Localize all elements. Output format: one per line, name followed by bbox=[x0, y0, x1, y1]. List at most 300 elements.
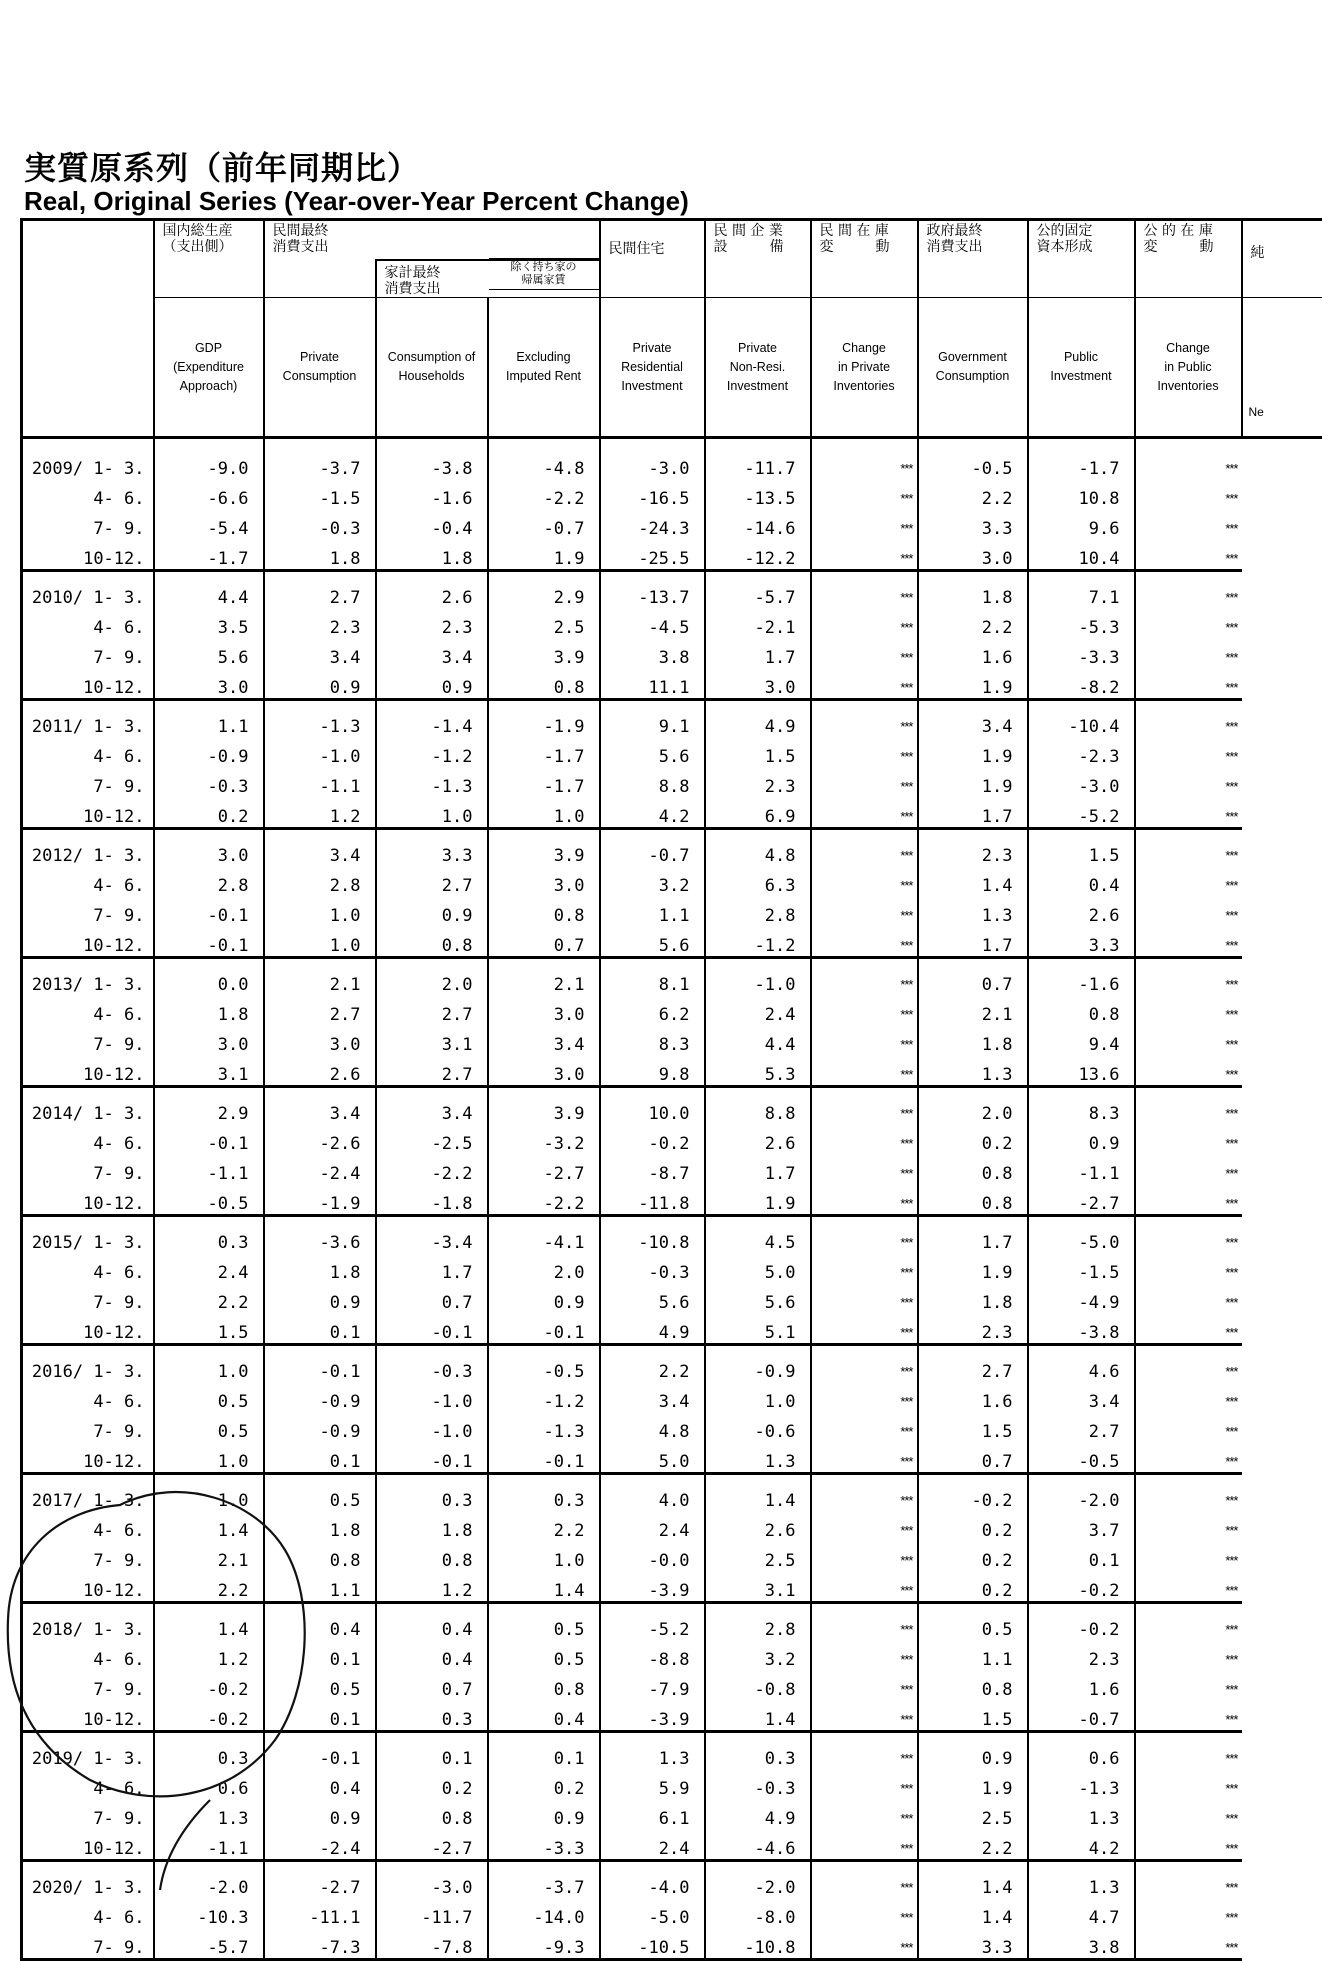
period-cell: 7- 9. bbox=[22, 1670, 154, 1700]
value-cell: -0.2 bbox=[154, 1670, 264, 1700]
value-cell: 1.8 bbox=[264, 539, 376, 571]
value-cell: *** bbox=[1135, 896, 1242, 926]
period-cell: 10-12. bbox=[22, 1571, 154, 1603]
value-cell: 4.9 bbox=[705, 700, 811, 738]
value-cell: *** bbox=[1135, 1571, 1242, 1603]
value-cell: *** bbox=[811, 1124, 918, 1154]
value-cell: -0.3 bbox=[600, 1253, 705, 1283]
value-cell: *** bbox=[811, 509, 918, 539]
value-cell: -0.7 bbox=[600, 829, 705, 867]
value-cell: -0.2 bbox=[1028, 1571, 1135, 1603]
value-cell: *** bbox=[1135, 479, 1242, 509]
value-cell: 0.8 bbox=[488, 1670, 600, 1700]
value-cell: 6.9 bbox=[705, 797, 811, 829]
period-cell: 4- 6. bbox=[22, 479, 154, 509]
table-row bbox=[22, 1732, 1322, 1770]
value-cell: 4.9 bbox=[705, 1799, 811, 1829]
table-row bbox=[22, 866, 1322, 896]
value-cell: 3.1 bbox=[705, 1571, 811, 1603]
value-cell: 1.9 bbox=[918, 767, 1028, 797]
header-en-households: Consumption of Households bbox=[376, 298, 488, 438]
value-cell: 0.2 bbox=[154, 797, 264, 829]
value-cell: 8.3 bbox=[1028, 1087, 1135, 1125]
value-cell: 0.9 bbox=[264, 1283, 376, 1313]
header-ja-net-exports: 純 bbox=[1242, 220, 1322, 298]
value-cell: 0.4 bbox=[376, 1640, 488, 1670]
value-cell: 2.3 bbox=[918, 1313, 1028, 1345]
table-row bbox=[22, 797, 1322, 829]
value-cell: -1.4 bbox=[376, 700, 488, 738]
value-cell: -1.0 bbox=[376, 1412, 488, 1442]
value-cell: 4.0 bbox=[600, 1474, 705, 1512]
period-cell: 7- 9. bbox=[22, 1154, 154, 1184]
value-cell: *** bbox=[811, 1799, 918, 1829]
value-cell: *** bbox=[1135, 1640, 1242, 1670]
period-cell: 4- 6. bbox=[22, 1898, 154, 1928]
value-cell: 3.5 bbox=[154, 608, 264, 638]
value-cell: 4.4 bbox=[154, 571, 264, 609]
period-cell: 10-12. bbox=[22, 1700, 154, 1732]
value-cell: 0.4 bbox=[264, 1769, 376, 1799]
value-cell: 2.9 bbox=[154, 1087, 264, 1125]
period-cell: 7- 9. bbox=[22, 1025, 154, 1055]
value-cell: *** bbox=[811, 926, 918, 958]
value-cell: *** bbox=[1135, 668, 1242, 700]
value-cell: 3.3 bbox=[1028, 926, 1135, 958]
value-cell: -3.7 bbox=[488, 1861, 600, 1899]
value-cell: -2.5 bbox=[376, 1124, 488, 1154]
value-cell: 4.2 bbox=[1028, 1829, 1135, 1861]
value-cell: -4.8 bbox=[488, 438, 600, 480]
value-cell: 1.7 bbox=[918, 797, 1028, 829]
value-cell: -16.5 bbox=[600, 479, 705, 509]
value-cell: 0.3 bbox=[488, 1474, 600, 1512]
period-cell: 2020/ 1- 3. bbox=[22, 1861, 154, 1899]
table-row bbox=[22, 1154, 1322, 1184]
value-cell: *** bbox=[811, 438, 918, 480]
value-cell: -5.7 bbox=[154, 1928, 264, 1960]
value-cell: -2.6 bbox=[264, 1124, 376, 1154]
value-cell: 1.5 bbox=[1028, 829, 1135, 867]
value-cell: 2.2 bbox=[600, 1345, 705, 1383]
value-cell: -1.3 bbox=[264, 700, 376, 738]
header-en-public-inventories: Change in Public Inventories bbox=[1135, 298, 1242, 438]
value-cell: 0.7 bbox=[918, 1442, 1028, 1474]
value-cell: *** bbox=[1135, 571, 1242, 609]
value-cell: 0.3 bbox=[705, 1732, 811, 1770]
value-cell: 3.0 bbox=[154, 1025, 264, 1055]
period-cell: 10-12. bbox=[22, 1829, 154, 1861]
header-ja-public-investment: 公的固定 資本形成 bbox=[1028, 220, 1135, 298]
value-cell: 0.2 bbox=[376, 1769, 488, 1799]
value-cell: -4.9 bbox=[1028, 1283, 1135, 1313]
value-cell: 1.2 bbox=[376, 1571, 488, 1603]
value-cell: 2.1 bbox=[154, 1541, 264, 1571]
value-cell: *** bbox=[811, 737, 918, 767]
value-cell: 3.0 bbox=[264, 1025, 376, 1055]
value-cell: *** bbox=[811, 1861, 918, 1899]
value-cell: -3.3 bbox=[1028, 638, 1135, 668]
header-ja-private-consumption: 民間最終 消費支出 bbox=[264, 220, 376, 298]
value-cell: 1.8 bbox=[154, 995, 264, 1025]
value-cell: 3.8 bbox=[600, 638, 705, 668]
value-cell: *** bbox=[811, 896, 918, 926]
value-cell: -1.3 bbox=[1028, 1769, 1135, 1799]
value-cell: -5.7 bbox=[705, 571, 811, 609]
value-cell: -7.8 bbox=[376, 1928, 488, 1960]
header-ja-households: 家計最終 消費支出 bbox=[376, 260, 600, 298]
value-cell: -5.0 bbox=[600, 1898, 705, 1928]
value-cell: -1.1 bbox=[154, 1154, 264, 1184]
value-cell: 1.1 bbox=[264, 1571, 376, 1603]
value-cell: -0.5 bbox=[918, 438, 1028, 480]
value-cell: -2.3 bbox=[1028, 737, 1135, 767]
value-cell: 1.7 bbox=[705, 1154, 811, 1184]
value-cell: 2.0 bbox=[918, 1087, 1028, 1125]
value-cell: 5.9 bbox=[600, 1769, 705, 1799]
value-cell: 0.1 bbox=[264, 1313, 376, 1345]
value-cell: -11.1 bbox=[264, 1898, 376, 1928]
value-cell: 3.0 bbox=[488, 866, 600, 896]
value-cell: *** bbox=[811, 1829, 918, 1861]
value-cell: *** bbox=[1135, 767, 1242, 797]
table-row bbox=[22, 1769, 1322, 1799]
value-cell: 1.5 bbox=[918, 1700, 1028, 1732]
value-cell: *** bbox=[811, 1670, 918, 1700]
value-cell: 3.1 bbox=[376, 1025, 488, 1055]
period-cell: 4- 6. bbox=[22, 995, 154, 1025]
value-cell: -0.8 bbox=[705, 1670, 811, 1700]
value-cell: 1.1 bbox=[154, 700, 264, 738]
header-en-private-consumption: Private Consumption bbox=[264, 298, 376, 438]
value-cell: 1.5 bbox=[918, 1412, 1028, 1442]
value-cell: 1.2 bbox=[264, 797, 376, 829]
value-cell: *** bbox=[811, 829, 918, 867]
value-cell: *** bbox=[1135, 1861, 1242, 1899]
value-cell: *** bbox=[811, 1541, 918, 1571]
value-cell: -0.2 bbox=[600, 1124, 705, 1154]
period-cell: 7- 9. bbox=[22, 1541, 154, 1571]
value-cell: 2.7 bbox=[376, 995, 488, 1025]
table-row bbox=[22, 1928, 1322, 1960]
value-cell: 0.2 bbox=[488, 1769, 600, 1799]
value-cell: 3.3 bbox=[918, 509, 1028, 539]
value-cell: 10.0 bbox=[600, 1087, 705, 1125]
value-cell: 1.0 bbox=[488, 797, 600, 829]
value-cell: *** bbox=[1135, 1345, 1242, 1383]
value-cell: -1.8 bbox=[376, 1184, 488, 1216]
table-row bbox=[22, 1025, 1322, 1055]
table-row bbox=[22, 1640, 1322, 1670]
value-cell: *** bbox=[1135, 1474, 1242, 1512]
period-cell: 2015/ 1- 3. bbox=[22, 1216, 154, 1254]
value-cell: 0.5 bbox=[264, 1474, 376, 1512]
value-cell: -14.6 bbox=[705, 509, 811, 539]
value-cell: 4.4 bbox=[705, 1025, 811, 1055]
value-cell: 3.0 bbox=[918, 539, 1028, 571]
value-cell: 6.3 bbox=[705, 866, 811, 896]
value-cell: *** bbox=[1135, 1700, 1242, 1732]
table-row bbox=[22, 1382, 1322, 1412]
value-cell: -1.3 bbox=[376, 767, 488, 797]
value-cell: 0.8 bbox=[488, 668, 600, 700]
value-cell: 4.5 bbox=[705, 1216, 811, 1254]
value-cell: 1.4 bbox=[488, 1571, 600, 1603]
period-cell: 2019/ 1- 3. bbox=[22, 1732, 154, 1770]
value-cell: *** bbox=[811, 700, 918, 738]
period-cell: 4- 6. bbox=[22, 1769, 154, 1799]
value-cell: 3.3 bbox=[918, 1928, 1028, 1960]
value-cell: 1.4 bbox=[705, 1474, 811, 1512]
value-cell: *** bbox=[1135, 539, 1242, 571]
value-cell: 2.3 bbox=[705, 767, 811, 797]
period-cell: 4- 6. bbox=[22, 1253, 154, 1283]
table-row bbox=[22, 608, 1322, 638]
value-cell: -11.7 bbox=[376, 1898, 488, 1928]
value-cell: 1.8 bbox=[918, 1025, 1028, 1055]
value-cell: 0.1 bbox=[264, 1640, 376, 1670]
value-cell: -1.3 bbox=[488, 1412, 600, 1442]
period-cell: 2014/ 1- 3. bbox=[22, 1087, 154, 1125]
table-row bbox=[22, 767, 1322, 797]
value-cell: 1.0 bbox=[154, 1345, 264, 1383]
table-row bbox=[22, 1571, 1322, 1603]
value-cell: 3.0 bbox=[154, 829, 264, 867]
header-en-gdp: GDP (Expenditure Approach) bbox=[154, 298, 264, 438]
value-cell: 8.8 bbox=[705, 1087, 811, 1125]
value-cell: -0.1 bbox=[264, 1345, 376, 1383]
table-row bbox=[22, 1799, 1322, 1829]
value-cell: -3.8 bbox=[1028, 1313, 1135, 1345]
value-cell: -7.3 bbox=[264, 1928, 376, 1960]
value-cell: 3.4 bbox=[488, 1025, 600, 1055]
value-cell: *** bbox=[1135, 1511, 1242, 1541]
value-cell: -3.8 bbox=[376, 438, 488, 480]
value-cell: 1.0 bbox=[705, 1382, 811, 1412]
table-row bbox=[22, 509, 1322, 539]
value-cell: 0.5 bbox=[154, 1412, 264, 1442]
value-cell: 2.5 bbox=[705, 1541, 811, 1571]
value-cell: -10.3 bbox=[154, 1898, 264, 1928]
period-cell: 7- 9. bbox=[22, 1928, 154, 1960]
value-cell: *** bbox=[1135, 1313, 1242, 1345]
value-cell: 2.4 bbox=[705, 995, 811, 1025]
value-cell: -1.9 bbox=[264, 1184, 376, 1216]
value-cell: -10.5 bbox=[600, 1928, 705, 1960]
value-cell: -2.4 bbox=[264, 1829, 376, 1861]
value-cell: -1.1 bbox=[264, 767, 376, 797]
table-row bbox=[22, 1474, 1322, 1512]
value-cell: 1.8 bbox=[264, 1511, 376, 1541]
value-cell: *** bbox=[1135, 509, 1242, 539]
value-cell: *** bbox=[1135, 1769, 1242, 1799]
value-cell: 1.7 bbox=[705, 638, 811, 668]
header-en-private-residential: Private Residential Investment bbox=[600, 298, 705, 438]
value-cell: 0.4 bbox=[264, 1603, 376, 1641]
value-cell: 13.6 bbox=[1028, 1055, 1135, 1087]
value-cell: 1.6 bbox=[918, 1382, 1028, 1412]
value-cell: -0.1 bbox=[376, 1442, 488, 1474]
value-cell: -8.0 bbox=[705, 1898, 811, 1928]
value-cell: 0.4 bbox=[488, 1700, 600, 1732]
value-cell: -2.7 bbox=[488, 1154, 600, 1184]
table-row bbox=[22, 1283, 1322, 1313]
value-cell: -13.7 bbox=[600, 571, 705, 609]
table-row bbox=[22, 1670, 1322, 1700]
value-cell: *** bbox=[1135, 866, 1242, 896]
value-cell: *** bbox=[1135, 1829, 1242, 1861]
value-cell: -1.5 bbox=[264, 479, 376, 509]
header-en-excl-imputed-rent bbox=[488, 261, 600, 438]
table-row bbox=[22, 1124, 1322, 1154]
value-cell: 2.7 bbox=[376, 1055, 488, 1087]
value-cell: 2.7 bbox=[264, 995, 376, 1025]
value-cell: 4.8 bbox=[600, 1412, 705, 1442]
value-cell: 2.7 bbox=[264, 571, 376, 609]
value-cell: 1.4 bbox=[918, 866, 1028, 896]
period-cell: 2017/ 1- 3. bbox=[22, 1474, 154, 1512]
value-cell: *** bbox=[1135, 926, 1242, 958]
value-cell: 1.3 bbox=[1028, 1799, 1135, 1829]
value-cell: -1.0 bbox=[705, 958, 811, 996]
value-cell: *** bbox=[811, 1640, 918, 1670]
value-cell: *** bbox=[811, 1603, 918, 1641]
value-cell: 1.3 bbox=[705, 1442, 811, 1474]
value-cell: 2.6 bbox=[264, 1055, 376, 1087]
value-cell: 11.1 bbox=[600, 668, 705, 700]
value-cell: *** bbox=[1135, 1253, 1242, 1283]
value-cell: 3.7 bbox=[1028, 1511, 1135, 1541]
value-cell: -0.1 bbox=[264, 1732, 376, 1770]
value-cell: *** bbox=[811, 1928, 918, 1960]
value-cell: *** bbox=[811, 797, 918, 829]
value-cell: *** bbox=[811, 866, 918, 896]
value-cell: 1.3 bbox=[918, 1055, 1028, 1087]
value-cell: *** bbox=[811, 1732, 918, 1770]
period-cell: 10-12. bbox=[22, 1442, 154, 1474]
value-cell: 0.9 bbox=[264, 668, 376, 700]
title-japanese: 実質原系列（前年同期比） bbox=[24, 149, 421, 187]
value-cell: *** bbox=[1135, 1124, 1242, 1154]
value-cell: *** bbox=[811, 1055, 918, 1087]
value-cell: 0.8 bbox=[918, 1184, 1028, 1216]
header-en-net-exports: Ne bbox=[1242, 298, 1322, 438]
value-cell: -11.7 bbox=[705, 438, 811, 480]
value-cell: *** bbox=[1135, 1055, 1242, 1087]
table-row bbox=[22, 1345, 1322, 1383]
period-cell: 4- 6. bbox=[22, 608, 154, 638]
table-row bbox=[22, 1412, 1322, 1442]
value-cell: -13.5 bbox=[705, 479, 811, 509]
period-cell: 4- 6. bbox=[22, 866, 154, 896]
value-cell: 0.8 bbox=[376, 926, 488, 958]
value-cell: 1.6 bbox=[1028, 1670, 1135, 1700]
value-cell: -0.2 bbox=[154, 1700, 264, 1732]
value-cell: 0.8 bbox=[1028, 995, 1135, 1025]
header-ja-private-inventories: 民 間 在 庫 変 動 bbox=[811, 220, 918, 298]
value-cell: 1.0 bbox=[154, 1442, 264, 1474]
value-cell: 2.6 bbox=[705, 1511, 811, 1541]
period-cell: 7- 9. bbox=[22, 509, 154, 539]
value-cell: -0.1 bbox=[488, 1442, 600, 1474]
period-cell: 7- 9. bbox=[22, 1799, 154, 1829]
value-cell: 2.5 bbox=[488, 608, 600, 638]
value-cell: *** bbox=[811, 1700, 918, 1732]
value-cell: -1.7 bbox=[488, 767, 600, 797]
value-cell: -4.0 bbox=[600, 1861, 705, 1899]
value-cell: -3.0 bbox=[600, 438, 705, 480]
value-cell: -8.2 bbox=[1028, 668, 1135, 700]
value-cell: 1.4 bbox=[154, 1603, 264, 1641]
value-cell: 2.4 bbox=[154, 1253, 264, 1283]
value-cell: -1.7 bbox=[488, 737, 600, 767]
header-en-private-nonresi: Private Non-Resi. Investment bbox=[705, 298, 811, 438]
value-cell: -0.5 bbox=[154, 1184, 264, 1216]
value-cell: -1.2 bbox=[376, 737, 488, 767]
table-row bbox=[22, 1442, 1322, 1474]
value-cell: 5.6 bbox=[600, 737, 705, 767]
table-row bbox=[22, 668, 1322, 700]
value-cell: -14.0 bbox=[488, 1898, 600, 1928]
value-cell: *** bbox=[811, 1154, 918, 1184]
value-cell: 0.9 bbox=[264, 1799, 376, 1829]
value-cell: 0.9 bbox=[488, 1283, 600, 1313]
value-cell: 0.1 bbox=[488, 1732, 600, 1770]
value-cell: *** bbox=[811, 1283, 918, 1313]
table-row bbox=[22, 995, 1322, 1025]
value-cell: -0.1 bbox=[376, 1313, 488, 1345]
value-cell: 8.8 bbox=[600, 767, 705, 797]
value-cell: *** bbox=[1135, 1087, 1242, 1125]
header-ja-public-inventories: 公 的 在 庫 変 動 bbox=[1135, 220, 1242, 298]
period-header bbox=[22, 220, 154, 438]
value-cell: 0.5 bbox=[154, 1382, 264, 1412]
value-cell: 1.9 bbox=[918, 1769, 1028, 1799]
value-cell: 1.8 bbox=[918, 1283, 1028, 1313]
value-cell: -3.6 bbox=[264, 1216, 376, 1254]
value-cell: 0.3 bbox=[154, 1216, 264, 1254]
value-cell: 0.2 bbox=[918, 1541, 1028, 1571]
value-cell: *** bbox=[1135, 1184, 1242, 1216]
value-cell: -5.2 bbox=[600, 1603, 705, 1641]
value-cell: *** bbox=[811, 1253, 918, 1283]
value-cell: 2.0 bbox=[488, 1253, 600, 1283]
value-cell: 4.8 bbox=[705, 829, 811, 867]
table-row bbox=[22, 1087, 1322, 1125]
value-cell: -0.1 bbox=[154, 896, 264, 926]
value-cell: -3.3 bbox=[488, 1829, 600, 1861]
value-cell: 2.8 bbox=[705, 896, 811, 926]
table-row bbox=[22, 1511, 1322, 1541]
value-cell: -1.7 bbox=[154, 539, 264, 571]
value-cell: 5.3 bbox=[705, 1055, 811, 1087]
value-cell: 4.2 bbox=[600, 797, 705, 829]
period-cell: 10-12. bbox=[22, 926, 154, 958]
value-cell: -1.6 bbox=[1028, 958, 1135, 996]
value-cell: 8.3 bbox=[600, 1025, 705, 1055]
value-cell: 2.6 bbox=[1028, 896, 1135, 926]
period-cell: 4- 6. bbox=[22, 1382, 154, 1412]
value-cell: 3.4 bbox=[600, 1382, 705, 1412]
value-cell: 1.5 bbox=[154, 1313, 264, 1345]
value-cell: 0.2 bbox=[918, 1124, 1028, 1154]
table-row bbox=[22, 1898, 1322, 1928]
value-cell: -0.9 bbox=[154, 737, 264, 767]
value-cell: 1.0 bbox=[154, 1474, 264, 1512]
value-cell: *** bbox=[1135, 737, 1242, 767]
value-cell: *** bbox=[1135, 438, 1242, 480]
table-body bbox=[22, 438, 1322, 1960]
